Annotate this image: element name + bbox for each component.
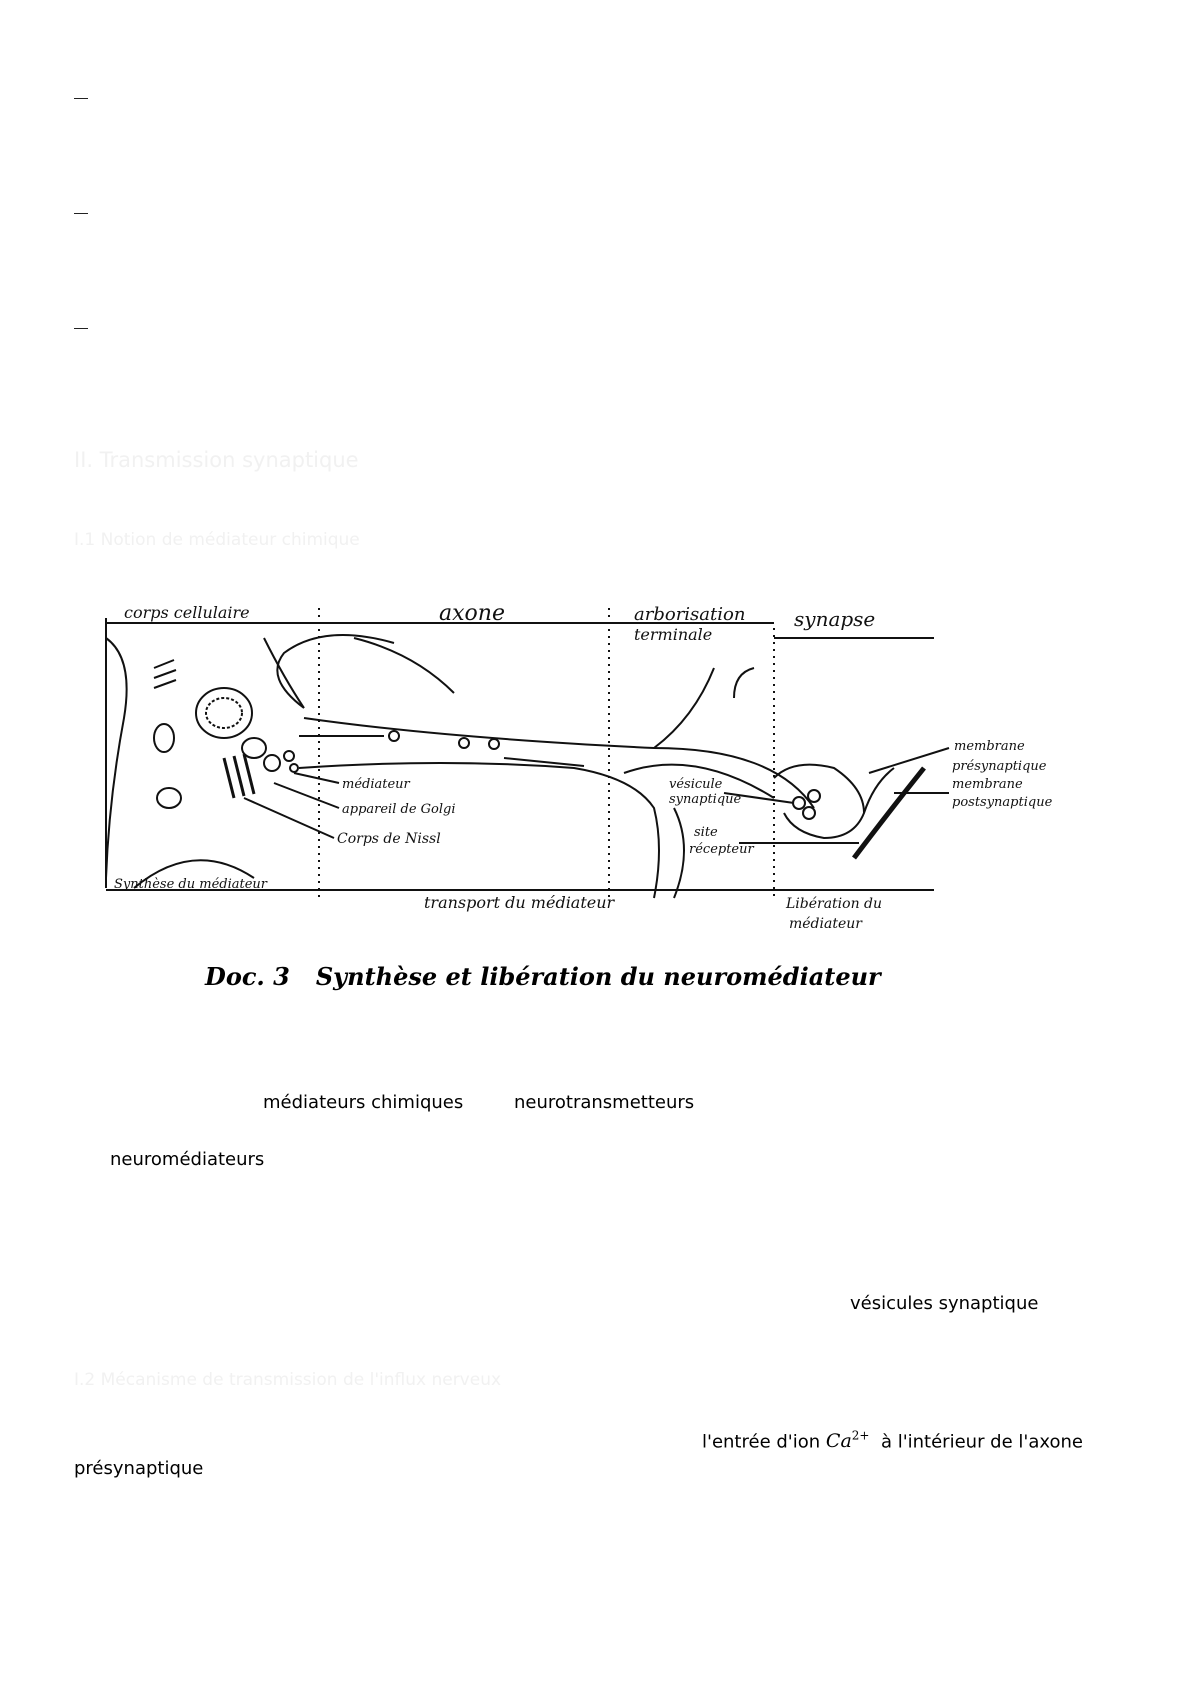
- label-synapse: synapse: [794, 607, 876, 631]
- keyword-entree-ion-calcium: [702, 1429, 1083, 1452]
- keyword-mediateurs-chimiques: médiateurs chimiques: [263, 1092, 464, 1113]
- calcium-charge: 2+: [851, 1429, 870, 1443]
- keyword-presynaptique: présynaptique: [74, 1458, 204, 1479]
- label-nissl: Corps de Nissl: [337, 831, 441, 847]
- label-synaptique: synaptique: [669, 792, 742, 807]
- label-postsynaptique: postsynaptique: [952, 795, 1053, 810]
- figure-caption: [205, 962, 881, 991]
- label-liberation: Libération du: [786, 896, 883, 912]
- neuron-diagram: [94, 598, 1104, 948]
- keyword-vesicules-synaptique: vésicules synaptique: [850, 1293, 1039, 1314]
- keyword-entree-ion-text: l'entrée d'ion: [702, 1431, 821, 1453]
- label-synthese: Synthèse du médiateur: [114, 877, 267, 892]
- keyword-neurotransmetteurs: neurotransmetteurs: [514, 1092, 695, 1113]
- label-transport: transport du médiateur: [424, 893, 615, 912]
- subsection-title-2: I.2 Mécanisme de transmission de l'influx nerveux: [74, 1370, 502, 1390]
- label-terminale: terminale: [634, 625, 713, 644]
- label-arborisation: arborisation: [634, 604, 746, 625]
- label-axone: axone: [439, 601, 505, 626]
- label-liberation-mediateur: médiateur: [789, 916, 862, 932]
- calcium-symbol: Ca: [825, 1430, 852, 1453]
- label-presynaptique: présynaptique: [952, 759, 1047, 774]
- label-membrane-post: membrane: [952, 777, 1023, 792]
- label-site: site: [694, 825, 718, 840]
- section-title: II. Transmission synaptique: [74, 448, 359, 472]
- calcium-ion: [826, 1430, 870, 1452]
- bullet-dash-1: [74, 98, 88, 99]
- caption-text: Synthèse et libération du neuromédiateur: [315, 962, 881, 991]
- bullet-dash-2: [74, 213, 88, 214]
- label-mediateur: médiateur: [342, 777, 410, 792]
- keyword-interieur-axone: à l'intérieur de l'axone: [880, 1431, 1083, 1453]
- label-golgi: appareil de Golgi: [342, 802, 456, 817]
- keyword-neuromediateurs: neuromédiateurs: [110, 1149, 265, 1170]
- label-vesicule: vésicule: [669, 777, 723, 792]
- bullet-dash-3: [74, 328, 88, 329]
- label-recepteur: récepteur: [689, 842, 754, 857]
- label-membrane-pre: membrane: [954, 739, 1025, 754]
- label-corps-cellulaire: corps cellulaire: [124, 603, 250, 622]
- caption-number: Doc. 3: [205, 962, 290, 991]
- subsection-title-1: I.1 Notion de médiateur chimique: [74, 530, 360, 550]
